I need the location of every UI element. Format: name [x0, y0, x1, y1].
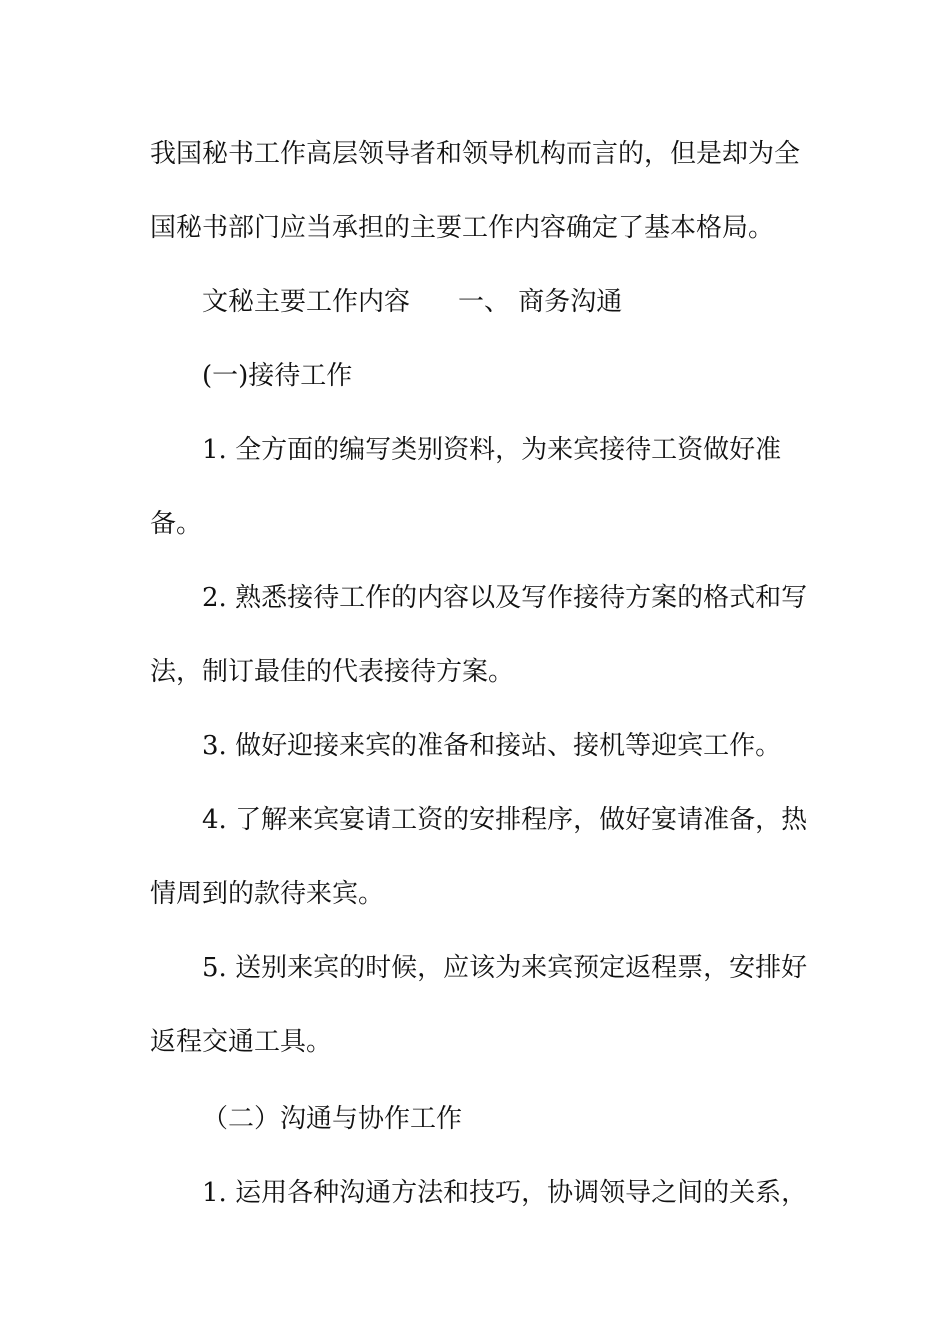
list-item: 1. 全方面的编写类别资料，为来宾接待工资做好准 — [202, 435, 782, 465]
section-heading-row — [202, 285, 622, 319]
section-title: 文秘主要工作内容 — [202, 287, 411, 317]
subsection-heading: （二）沟通与协作工作 — [202, 1104, 463, 1134]
subsection-heading: (一)接待工作 — [202, 361, 353, 391]
paragraph-line: 国秘书部门应当承担的主要工作内容确定了基本格局。 — [150, 213, 775, 243]
list-item-continuation: 法，制订最佳的代表接待方案。 — [150, 657, 515, 687]
list-item: 2. 熟悉接待工作的内容以及写作接待方案的格式和写 — [202, 583, 808, 613]
list-item: 3. 做好迎接来宾的准备和接站、接机等迎宾工作。 — [202, 731, 782, 761]
list-item-continuation: 情周到的款待来宾。 — [150, 879, 385, 909]
list-item: 1. 运用各种沟通方法和技巧，协调领导之间的关系， — [202, 1178, 808, 1208]
list-item: 4. 了解来宾宴请工资的安排程序，做好宴请准备，热 — [202, 805, 808, 835]
list-item: 5. 送别来宾的时候，应该为来宾预定返程票，安排好 — [202, 953, 808, 983]
paragraph-line: 我国秘书工作高层领导者和领导机构而言的，但是却为全 — [150, 139, 801, 169]
list-item-continuation: 返程交通工具。 — [150, 1027, 333, 1057]
subsection-title: 一、 商务沟通 — [458, 287, 623, 317]
list-item-continuation: 备。 — [150, 509, 203, 539]
